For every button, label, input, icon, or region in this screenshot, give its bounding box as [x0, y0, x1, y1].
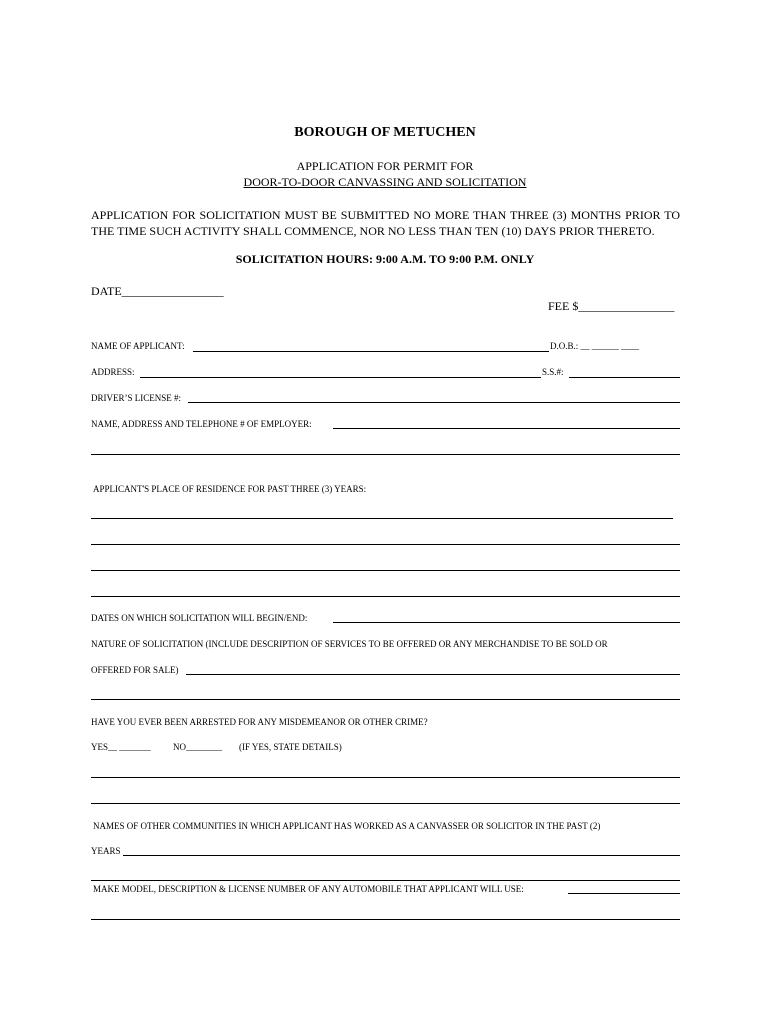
date-field[interactable]: DATE_________________ — [91, 284, 224, 298]
fee-field[interactable]: FEE $________________ — [548, 299, 675, 313]
communities-line-2[interactable] — [91, 880, 680, 881]
automobile-label: MAKE MODEL, DESCRIPTION & LICENSE NUMBER OF ANY AUTOMOBILE THAT APPLICANT WILL USE: — [93, 884, 524, 894]
nature-line-1[interactable] — [186, 674, 680, 675]
residence-line-1[interactable] — [91, 518, 673, 519]
residence-label: APPLICANT'S PLACE OF RESIDENCE FOR PAST THREE (3) YEARS: — [93, 484, 367, 494]
communities-line-1[interactable] — [123, 855, 680, 856]
ss-label: S.S.#: — [542, 367, 564, 377]
automobile-line-2[interactable] — [91, 919, 680, 920]
details-note: (IF YES, STATE DETAILS) — [239, 742, 342, 752]
details-line-2[interactable] — [91, 803, 680, 804]
dates-label: DATES ON WHICH SOLICITATION WILL BEGIN/END: — [91, 613, 308, 623]
address-line[interactable] — [140, 377, 541, 378]
nature-label-line1: NATURE OF SOLICITATION (INCLUDE DESCRIPTION OF SERVICES TO BE OFFERED OR ANY MERCHANDISE TO BE SOLD OR — [91, 639, 608, 649]
form-title: BOROUGH OF METUCHEN — [294, 125, 476, 140]
yes-field[interactable]: YES__ _______ — [91, 742, 151, 752]
drivers-license-line[interactable] — [188, 402, 680, 403]
details-line-1[interactable] — [91, 777, 680, 778]
residence-line-4[interactable] — [91, 596, 680, 597]
applicant-name-line[interactable] — [193, 351, 549, 352]
employer-line[interactable] — [333, 428, 680, 429]
employer-line-2[interactable] — [91, 454, 680, 455]
address-label: ADDRESS: — [91, 367, 135, 377]
communities-label: NAMES OF OTHER COMMUNITIES IN WHICH APPLICANT HAS WORKED AS A CANVASSER OR SOLICITOR IN THE PAST (2) — [93, 821, 601, 831]
years-label: YEARS — [91, 846, 121, 856]
form-subtitle: APPLICATION FOR PERMIT FOR — [296, 159, 474, 173]
intro-paragraph: APPLICATION FOR SOLICITATION MUST BE SUBMITTED NO MORE THAN THREE (3) MONTHS PRIOR TO THE TIME SUCH ACTIVITY SHALL COMMENCE, NOR NO LESS THAN TEN (10) DAYS PRIOR THERETO. — [91, 208, 680, 238]
arrested-label: HAVE YOU EVER BEEN ARRESTED FOR ANY MISDEMEANOR OR OTHER CRIME? — [91, 717, 428, 727]
drivers-license-label: DRIVER’S LICENSE #: — [91, 393, 181, 403]
dates-line[interactable] — [333, 622, 680, 623]
residence-line-2[interactable] — [91, 544, 680, 545]
employer-label: NAME, ADDRESS AND TELEPHONE # OF EMPLOYER: — [91, 419, 312, 429]
residence-line-3[interactable] — [91, 570, 680, 571]
dob-field[interactable]: D.O.B.: __ ______ ____ — [550, 341, 640, 351]
nature-label-line2: OFFERED FOR SALE) — [91, 665, 179, 675]
form-subtitle-underlined: DOOR-TO-DOOR CANVASSING AND SOLICITATION — [243, 175, 527, 189]
automobile-line-1[interactable] — [568, 893, 680, 894]
solicitation-hours: SOLICITATION HOURS: 9:00 A.M. TO 9:00 P.M. ONLY — [235, 252, 535, 266]
nature-line-2[interactable] — [91, 699, 680, 700]
applicant-name-label: NAME OF APPLICANT: — [91, 341, 185, 351]
no-field[interactable]: NO________ — [173, 742, 222, 752]
ss-line[interactable] — [569, 377, 680, 378]
